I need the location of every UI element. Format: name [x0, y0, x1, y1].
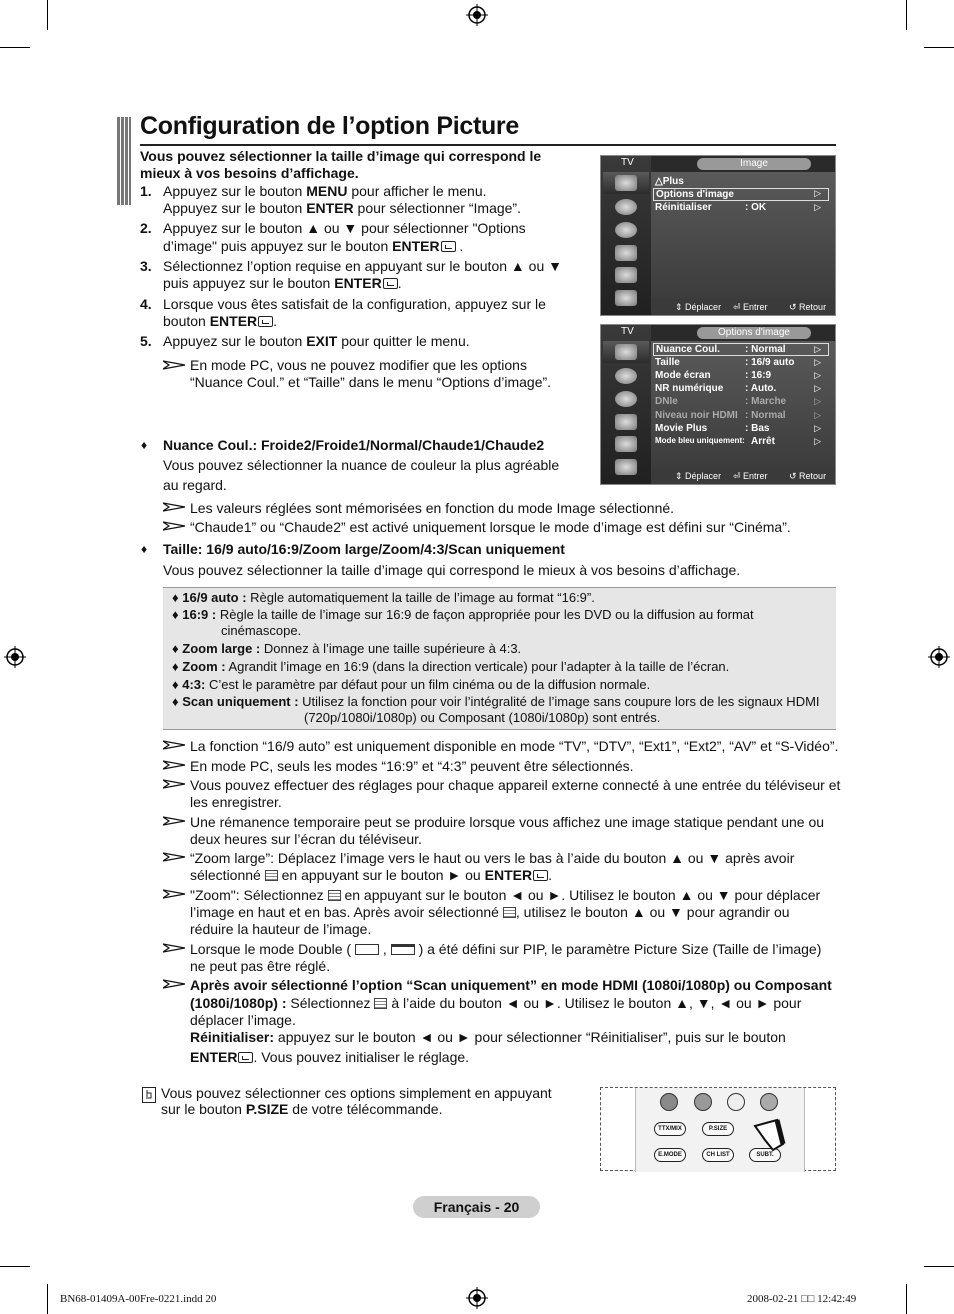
size-option-cont: (720p/1080i/1080p) ou Composant (1080i/1080p) sont entrés. [304, 710, 661, 725]
page-number-badge: Français - 20 [413, 1196, 540, 1218]
sound-icon [615, 368, 637, 384]
application-icon [615, 290, 637, 306]
osd-row[interactable]: Taille [655, 357, 680, 368]
remote-key-psize: P.SIZE [702, 1122, 734, 1136]
title-decoration [117, 117, 131, 205]
step-text: Appuyez sur le bouton ▲ ou ▼ pour sélectionner "Options [163, 220, 526, 236]
osd-row[interactable]: Mode écran [655, 370, 711, 381]
note-text: (1080i/1080p) : Sélectionnez à l’aide du bouton ◄ ou ►. Utilisez le bouton ▲, ▼, ◄ ou ► pour [190, 995, 802, 1011]
step-number: 4. [140, 296, 152, 312]
note-arrow-icon [163, 521, 185, 531]
application-icon [615, 459, 637, 475]
osd-footer-move: ⇕ Déplacer [675, 302, 722, 312]
input-icon [615, 267, 637, 283]
page-title: Configuration de l’option Picture [140, 112, 519, 140]
step-number: 2. [140, 220, 152, 236]
osd-arrow-icon: ▷ [814, 344, 821, 354]
osd-row-disabled: DNIe [655, 396, 678, 407]
size-option: ♦ Scan uniquement : Utilisez la fonction pour voir l’intégralité de l’image sans coupure lors de les signaux HDMI [172, 694, 820, 709]
step-number: 5. [140, 333, 152, 349]
tip-text: Vous pouvez sélectionner ces options simplement en appuyant [161, 1085, 552, 1101]
step-text: Appuyez sur le bouton ENTER pour sélectionner “Image”. [163, 200, 521, 216]
osd-arrow-icon: ▷ [814, 396, 821, 406]
color-button-red [660, 1093, 678, 1111]
color-button-green [694, 1093, 712, 1111]
crop-mark [0, 1266, 30, 1267]
note-text: ENTER . Vous pouvez initialiser le réglage. [190, 1049, 470, 1065]
crop-mark [0, 47, 30, 48]
pointing-hand-icon [751, 1116, 791, 1152]
note-text: déplacer l’image. [190, 1012, 296, 1028]
note-text: ne peut pas être réglé. [190, 958, 331, 974]
note-arrow-icon [163, 502, 185, 512]
osd-arrow-icon: ▷ [814, 370, 821, 380]
enter-icon [383, 278, 398, 289]
crop-mark [924, 47, 954, 48]
intro-line: Vous pouvez sélectionner la taille d’image qui correspond le [140, 148, 542, 164]
note-text: Vous pouvez effectuer des réglages pour chaque appareil externe connecté à une entrée du téléviseur et [190, 777, 841, 793]
title-rule [140, 144, 836, 146]
osd-footer [651, 468, 835, 484]
section-desc: Vous pouvez sélectionner la taille d’image qui correspond le mieux à vos besoins d’affichage. [163, 562, 741, 578]
enter-icon [258, 316, 273, 327]
registration-mark-icon [928, 646, 950, 668]
sound-icon [615, 199, 637, 215]
note-arrow-icon [163, 360, 185, 370]
size-option-cont: cinémascope. [221, 623, 302, 638]
osd-tv-label: TV [621, 157, 634, 168]
step-text: Appuyez sur le bouton MENU pour afficher le menu. [163, 183, 487, 199]
osd-row-value: : Normal [745, 344, 786, 355]
picture-icon [615, 344, 637, 360]
osd-menu-image [600, 155, 836, 316]
step-text: Sélectionnez l’option requise en appuyant sur le bouton ▲ ou ▼ [163, 258, 562, 274]
note-arrow-icon [163, 979, 185, 989]
note-text: Après avoir sélectionné l’option “Scan uniquement” en mode HDMI (1080i/1080p) ou Composant [190, 977, 832, 993]
step-text: puis appuyez sur le bouton ENTER . [163, 275, 402, 291]
channel-icon [615, 391, 637, 407]
osd-row-value: : Auto. [745, 383, 777, 394]
remote-hand-icon [142, 1087, 156, 1103]
registration-mark-icon [466, 1287, 488, 1309]
osd-footer-move: ⇕ Déplacer [675, 471, 722, 481]
enter-icon [441, 241, 456, 252]
registration-mark-icon [4, 646, 26, 668]
section-desc: au regard. [163, 477, 227, 493]
osd-footer-enter: ⏎ Entrer [733, 471, 768, 481]
note-text: En mode PC, seuls les modes “16:9” et “4:3” peuvent être sélectionnés. [190, 758, 634, 774]
crop-mark [47, 1284, 48, 1314]
tip-text: sur le bouton P.SIZE de votre télécommande. [161, 1101, 443, 1117]
osd-arrow-icon: ▷ [814, 188, 821, 198]
osd-arrow-icon: ▷ [814, 357, 821, 367]
zoom-large-icon [265, 870, 278, 881]
print-info-left: BN68-01409A-00Fre-0221.indd 20 [60, 1293, 217, 1305]
osd-row[interactable]: Mode bleu uniquement: [655, 436, 745, 445]
osd-menu-options [600, 324, 836, 485]
channel-icon [615, 222, 637, 238]
osd-row-value: : Bas [745, 423, 770, 434]
pip-mode-icon [391, 944, 415, 955]
crop-mark [924, 1266, 954, 1267]
osd-row-selected[interactable]: Options d'image [653, 188, 829, 201]
crop-mark [906, 0, 907, 30]
setup-icon [615, 414, 637, 430]
note-text: Réinitialiser: appuyez sur le bouton ◄ ou ► pour sélectionner “Réinitialiser”, puis sur le bouton [190, 1029, 786, 1045]
osd-arrow-icon: ▷ [814, 436, 821, 446]
size-option: ♦ 16/9 auto : Règle automatiquement la taille de l’image au format “16:9”. [172, 590, 595, 605]
zoom-selected-icon [503, 907, 516, 918]
note-text: Une rémanence temporaire peut se produire lorsque vous affichez une image statique pendant une ou [190, 814, 825, 830]
step-text: d’image" puis appuyez sur le bouton ENTER . [163, 238, 464, 254]
osd-row-value: : 16/9 auto [745, 357, 795, 368]
step-text: Appuyez sur le bouton EXIT pour quitter le menu. [163, 333, 470, 349]
step-text: bouton ENTER . [163, 313, 278, 329]
size-option: ♦ 4:3: C’est le paramètre par défaut pour un film cinéma ou de la diffusion normale. [172, 677, 651, 692]
note-text: l’image en haut et en bas. Après avoir sélectionné , utilisez le bouton ▲ ou ▼ pour agrandir ou [190, 904, 790, 920]
bullet-diamond-icon: ♦ [141, 542, 148, 556]
osd-arrow-icon: ▷ [814, 202, 821, 212]
osd-tv-label: TV [621, 326, 634, 337]
note-text: La fonction “16/9 auto” est uniquement disponible en mode “TV”, “DTV”, “Ext1”, “Ext2”, “AV” et “S-Vidéo”. [190, 738, 839, 754]
size-option: ♦ 16:9 : Règle la taille de l’image sur 16:9 de façon appropriée pour les DVD ou la diffusion au format [172, 607, 754, 622]
intro-line: mieux à vos besoins d’affichage. [140, 165, 359, 181]
note-arrow-icon [163, 740, 185, 750]
section-desc: Vous pouvez sélectionner la nuance de couleur la plus agréable [163, 457, 560, 473]
note-text: réduire la hauteur de l’image. [190, 921, 372, 937]
osd-arrow-icon: ▷ [814, 410, 821, 420]
remote-key-chlist: CH LIST [702, 1148, 734, 1162]
note-text: “Nuance Coul.” et “Taille” dans le menu “Options d’image”. [190, 374, 552, 390]
osd-header: Image [697, 158, 811, 170]
input-icon [615, 436, 637, 452]
osd-row-value: : 16:9 [745, 370, 772, 381]
osd-row[interactable]: NR numérique [655, 383, 724, 394]
zoom-icon [328, 890, 341, 901]
note-arrow-icon [163, 779, 185, 789]
step-text: Lorsque vous êtes satisfait de la configuration, appuyez sur le [163, 296, 546, 312]
osd-row-selected[interactable]: Nuance Coul. [653, 343, 829, 356]
step-number: 1. [140, 183, 152, 199]
section-heading-nuance: Nuance Coul.: Froide2/Froide1/Normal/Chaude1/Chaude2 [163, 437, 545, 453]
double-mode-icon [355, 944, 379, 955]
scan-icon [374, 998, 387, 1009]
note-text: les enregistrer. [190, 794, 282, 810]
print-info-right: 2008-02-21 □□ 12:42:49 [747, 1293, 857, 1305]
note-text: “Zoom large”: Déplacez l’image vers le haut ou vers le bas à l’aide du bouton ▲ ou ▼ après avoir [190, 850, 795, 866]
osd-header: Options d'image [697, 327, 811, 339]
bullet-diamond-icon: ♦ [141, 438, 148, 452]
step-number: 3. [140, 258, 152, 274]
osd-row[interactable]: Réinitialiser [655, 202, 712, 213]
picture-icon [615, 175, 637, 191]
registration-mark-icon [466, 4, 488, 26]
note-text: deux heures sur l’écran du téléviseur. [190, 831, 422, 847]
note-arrow-icon [163, 816, 185, 826]
enter-icon [238, 1052, 253, 1063]
osd-row-value: : Normal [745, 410, 786, 421]
osd-row[interactable]: Movie Plus [655, 423, 708, 434]
crop-mark [906, 1284, 907, 1314]
osd-row-value: : OK [745, 202, 767, 213]
osd-footer-enter: ⏎ Entrer [733, 302, 768, 312]
osd-arrow-icon: ▷ [814, 423, 821, 433]
osd-footer-return: ↺ Retour [789, 302, 827, 312]
note-arrow-icon [163, 852, 185, 862]
note-text: sélectionné en appuyant sur le bouton ► ou ENTER . [190, 867, 552, 883]
note-text: Les valeurs réglées sont mémorisées en fonction du mode Image sélectionné. [190, 500, 675, 516]
note-text: Lorsque le mode Double ( , ) a été défini sur PIP, le paramètre Picture Size (Taille de l’image) [190, 941, 822, 957]
remote-key-emode: E.MODE [654, 1148, 686, 1162]
osd-row[interactable]: △Plus [655, 176, 684, 187]
note-text: “Chaude1” ou “Chaude2” est activé uniquement lorsque le mode d’image est défini sur “Cinéma”. [190, 519, 791, 535]
enter-icon [533, 870, 548, 881]
section-heading-taille: Taille: 16/9 auto/16:9/Zoom large/Zoom/4:3/Scan uniquement [163, 541, 565, 557]
note-arrow-icon [163, 943, 185, 953]
remote-control-illustration [600, 1087, 836, 1171]
osd-row-disabled: Niveau noir HDMI [655, 410, 738, 421]
note-text: En mode PC, vous ne pouvez modifier que les options [190, 357, 527, 373]
size-option: ♦ Zoom : Agrandit l’image en 16:9 (dans la direction verticale) pour l’adapter à la taille de l’écran. [172, 659, 730, 674]
setup-icon [615, 245, 637, 261]
osd-row-value: Arrêt [751, 436, 775, 447]
color-button-blue [760, 1093, 778, 1111]
osd-footer [651, 299, 835, 315]
remote-key-subt: SUBT. [749, 1148, 781, 1162]
color-button-yellow [727, 1093, 745, 1111]
size-option: ♦ Zoom large : Donnez à l’image une taille supérieure à 4:3. [172, 641, 522, 656]
note-text: "Zoom": Sélectionnez en appuyant sur le bouton ◄ ou ►. Utilisez le bouton ▲ ou ▼ pour déplacer [190, 887, 821, 903]
note-arrow-icon [163, 889, 185, 899]
remote-key-ttx: TTX/MIX [654, 1122, 686, 1136]
osd-row-value: : Marche [745, 396, 787, 407]
osd-arrow-icon: ▷ [814, 383, 821, 393]
crop-mark [47, 0, 48, 30]
osd-footer-return: ↺ Retour [789, 471, 827, 481]
note-arrow-icon [163, 760, 185, 770]
